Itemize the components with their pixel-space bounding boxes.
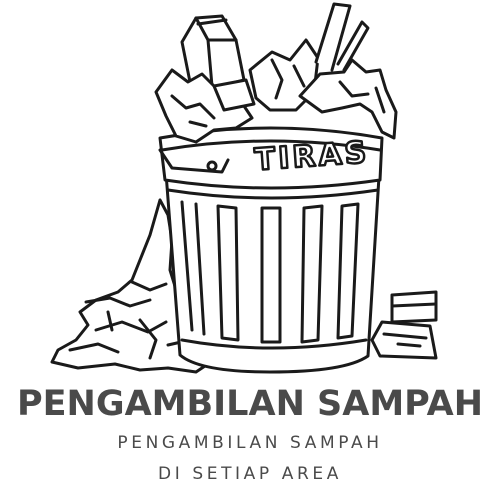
tagline-line-1: PENGAMBILAN SAMPAH [117, 433, 383, 453]
tagline-line-2: DI SETIAP AREA [158, 464, 342, 484]
overflowing-trash [156, 4, 396, 142]
can-body [165, 160, 380, 372]
debris-right [372, 292, 436, 358]
can-label: TIRAS [253, 135, 371, 178]
brand-title: PENGAMBILAN SAMPAH [16, 384, 483, 424]
